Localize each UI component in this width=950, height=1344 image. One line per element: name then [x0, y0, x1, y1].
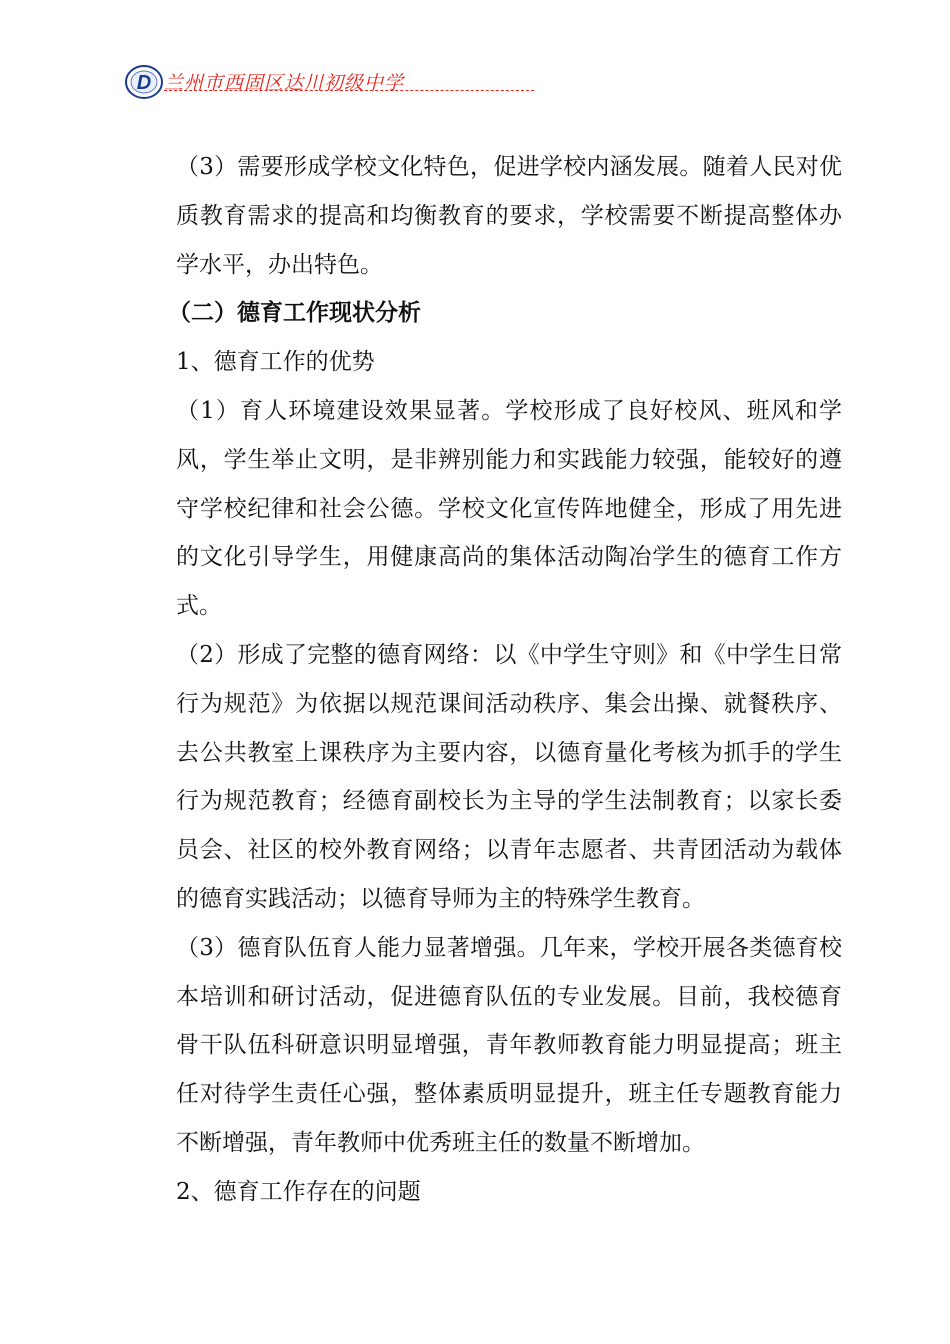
page-header [124, 62, 534, 102]
document-body [130, 143, 842, 1217]
paragraph-environment: （1）育人环境建设效果显著。学校形成了良好校风、班风和学风，学生举止文明，是非辨别能力和实践能力较强，能较好的遵守学校纪律和社会公德。学校文化宣传阵地健全，形成了用先进的文化引导学生，用健康高尚的集体活动陶冶学生的德育工作方式。 [176, 397, 842, 620]
paragraph-team: （3）德育队伍育人能力显著增强。几年来，学校开展各类德育校本培训和研讨活动，促进德育队伍的专业发展。目前，我校德育骨干队伍科研意识明显增强，青年教师教育能力明显提高；班主任对待学生责任心强，整体素质明显提升，班主任专题教育能力不断增强，青年教师中优秀班主任的数量不断增加。 [176, 934, 842, 1156]
paragraph-school-culture: （3）需要形成学校文化特色，促进学校内涵发展。随着人民对优质教育需求的提高和均衡教育的要求，学校需要不断提高整体办学水平，办出特色。 [176, 154, 842, 278]
subheading-advantages: 1、德育工作的优势 [176, 349, 375, 376]
school-logo-icon [124, 64, 164, 100]
section-heading: （二）德育工作现状分析 [168, 299, 421, 327]
logo-letter: D [136, 72, 152, 94]
header-divider [164, 90, 534, 91]
paragraph-network: （2）形成了完整的德育网络：以《中学生守则》和《中学生日常行为规范》为依据以规范课间活动秩序、集会出操、就餐秩序、去公共教室上课秩序为主要内容，以德育量化考核为抓手的学生行为规范教育；经德育副校长为主导的学生法制教育；以家长委员会、社区的校外教育网络；以青年志愿者、共青团活动为载体的德育实践活动；以德育导师为主的特殊学生教育。 [176, 641, 842, 912]
subheading-problems: 2、德育工作存在的问题 [176, 1178, 421, 1205]
school-name: 兰州市西固区达川初级中学 [164, 72, 405, 94]
